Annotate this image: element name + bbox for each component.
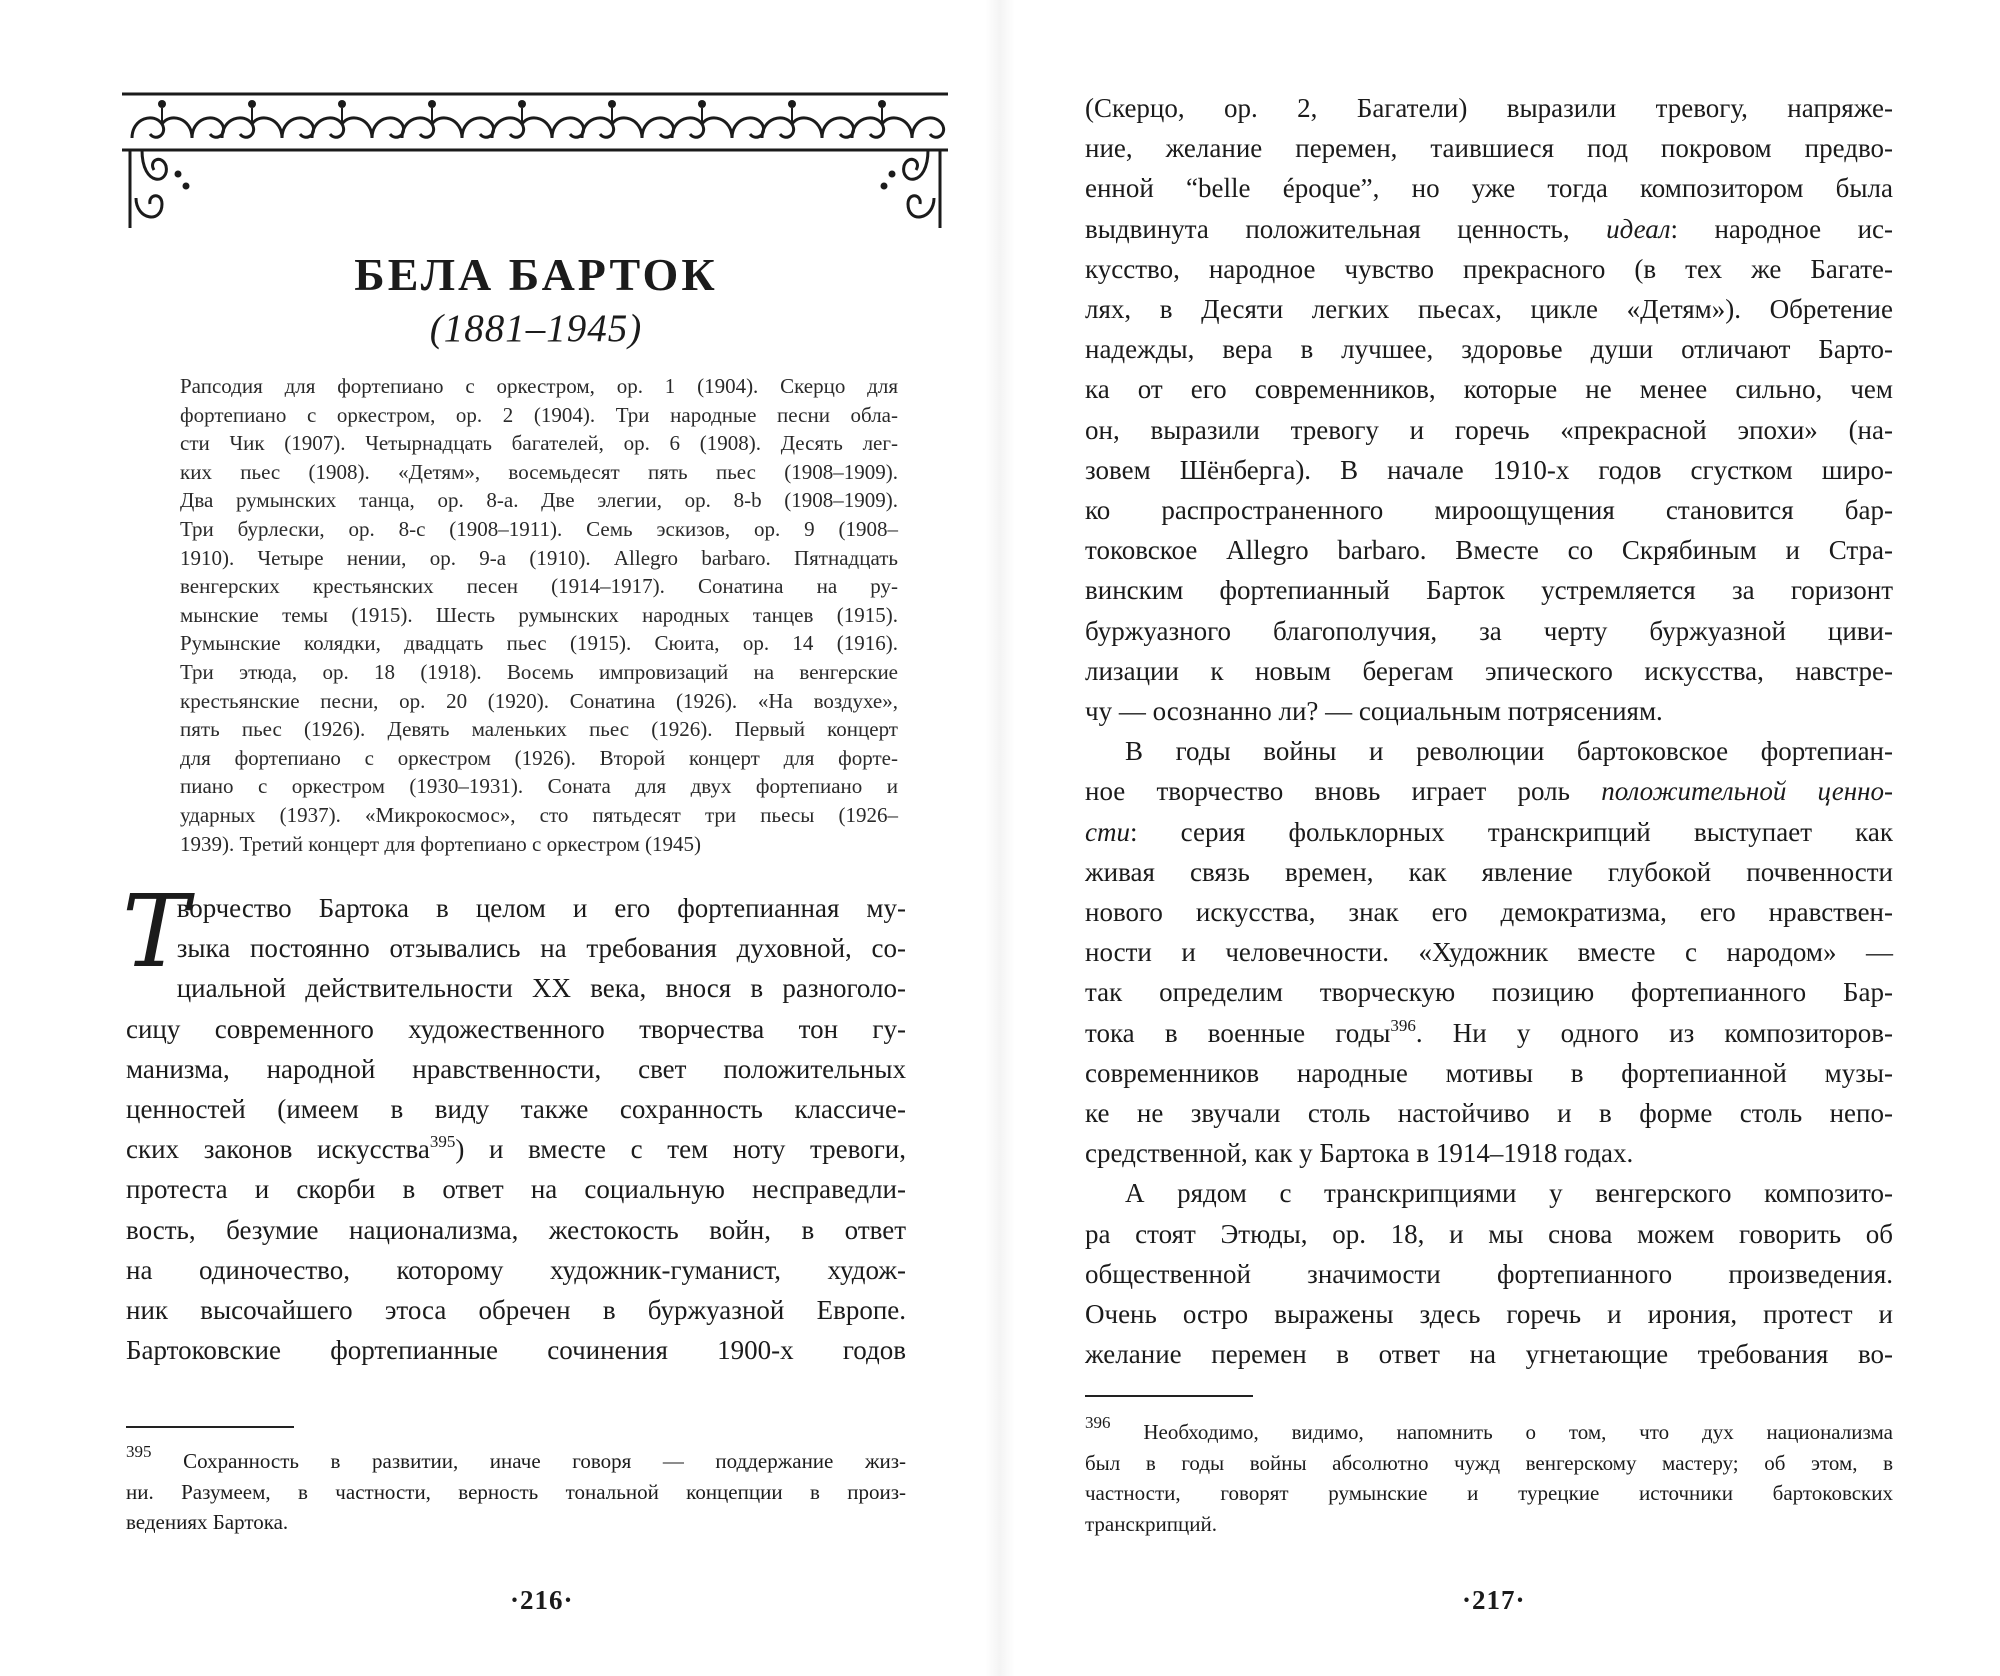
body-line: на одиночество, которому художник-гуманист, худож- bbox=[126, 1254, 906, 1285]
body-line: нового искусства, знак его демократизма, его нравствен- bbox=[1085, 897, 1893, 928]
body-line: сицу современного художественного творчества тон гу- bbox=[126, 1013, 906, 1044]
body-line: ворчество Бартока в целом и его фортепианная му- bbox=[176, 893, 906, 923]
body-text-fragment: выдвинута положительная ценность, bbox=[1085, 213, 1607, 244]
footnote-text: Сохранность в развитии, иначе говоря — поддержание жиз- bbox=[151, 1449, 906, 1473]
works-line: фортепиано с оркестром, ор. 2 (1904). Три народные песни обла- bbox=[180, 402, 898, 427]
body-text-fragment: ное творчество вновь играет роль bbox=[1085, 776, 1602, 807]
body-line: так определим творческую позицию фортепианного Бар- bbox=[1085, 977, 1893, 1008]
body-line: ка от его современников, которые не менее сильно, чем bbox=[1085, 374, 1893, 405]
footnote-divider bbox=[126, 1426, 294, 1428]
footnote-line: частности, говорят румынские и турецкие источники бартоковских bbox=[1085, 1481, 1893, 1505]
footnote-divider bbox=[1085, 1395, 1253, 1397]
body-line: ности и человечности. «Художник вместе с народом» — bbox=[1085, 937, 1893, 968]
footnote-number: 395 bbox=[126, 1442, 152, 1461]
chapter-title: БЕЛА БАРТОК bbox=[354, 249, 718, 300]
body-line bbox=[1085, 1013, 1893, 1053]
footnote-line: транскрипций. bbox=[1085, 1511, 1217, 1536]
body-line: протеста и скорби в ответ на социальную несправедли- bbox=[126, 1174, 906, 1205]
body-line: ко распространенного мироощущения становится бар- bbox=[1085, 495, 1893, 526]
works-line: мынские темы (1915). Шесть румынских народных танцев (1915). bbox=[180, 602, 898, 627]
body-line: Очень остро выражены здесь горечь и ирония, протест и bbox=[1085, 1299, 1893, 1330]
body-text-fragment: ских законов искусства bbox=[126, 1134, 430, 1165]
body-line: кусство, народное чувство прекрасного (в тех же Багате- bbox=[1085, 253, 1893, 284]
italic-term: идеал bbox=[1606, 213, 1671, 244]
body-line: лях, в Десяти легких пьесах, цикле «Детям»). Обретение bbox=[1085, 294, 1893, 325]
body-line: винским фортепианный Барток устремляется за горизонт bbox=[1085, 575, 1893, 606]
body-text-fragment: тока в военные годы bbox=[1085, 1017, 1391, 1048]
works-line: пиано с оркестром (1930–1931). Соната для двух фортепиано и bbox=[180, 774, 898, 799]
works-line: ударных (1937). «Микрокосмос», сто пятьдесят три пьесы (1926– bbox=[180, 802, 898, 827]
works-line: Три бурлески, ор. 8-с (1908–1911). Семь эскизов, ор. 9 (1908– bbox=[180, 516, 898, 541]
chapter-years: (1881–1945) bbox=[429, 307, 643, 350]
body-line bbox=[1085, 209, 1893, 249]
body-line: ник высочайшего этоса обречен в буржуазной Европе. bbox=[126, 1295, 906, 1326]
body-line: надежды, вера в лучшее, здоровье души отличают Барто- bbox=[1085, 334, 1893, 365]
body-text-fragment: . Ни у одного из композиторов- bbox=[1415, 1017, 1893, 1048]
body-line: манизма, народной нравственности, свет положительных bbox=[126, 1053, 906, 1084]
works-line: Рапсодия для фортепиано с оркестром, ор. 1 (1904). Скерцо для bbox=[180, 374, 898, 398]
italic-term: сти bbox=[1085, 816, 1130, 847]
body-line: (Скерцо, ор. 2, Багатели) выразили тревогу, напряже- bbox=[1085, 93, 1893, 123]
body-line bbox=[1085, 812, 1893, 852]
body-text-fragment: : народное ис- bbox=[1670, 213, 1893, 244]
body-line: А рядом с транскрипциями у венгерского композито- bbox=[1125, 1178, 1893, 1209]
footnote-ref-395[interactable]: 395 bbox=[429, 1132, 456, 1152]
footnote-ref-396[interactable]: 396 bbox=[1390, 1015, 1416, 1035]
body-line: средственной, как у Бартока в 1914–1918 годах. bbox=[1085, 1138, 1634, 1169]
body-line: зовем Шёнберга). В начале 1910-х годов сгустком широ- bbox=[1085, 454, 1893, 485]
body-line: Бартоковские фортепианные сочинения 1900-х годов bbox=[126, 1335, 906, 1366]
footnote-line: ведениях Бартока. bbox=[126, 1510, 289, 1534]
body-line bbox=[126, 1129, 906, 1169]
body-line: ние, желание перемен, таившиеся под покровом предво- bbox=[1085, 133, 1893, 164]
works-line: крестьянские песни, ор. 20 (1920). Сонатина (1926). «На воздухе», bbox=[180, 688, 898, 713]
body-text-left bbox=[122, 873, 906, 1370]
page-number: ·216· bbox=[510, 1585, 574, 1615]
body-line bbox=[1085, 771, 1893, 811]
works-line: сти Чик (1907). Четырнадцать багателей, ор. 6 (1908). Десять лег- bbox=[180, 431, 898, 456]
works-line: венгерских крестьянских песен (1914–1917). Сонатина на ру- bbox=[180, 574, 898, 599]
body-line: зыка постоянно отзывались на требования духовной, со- bbox=[176, 933, 906, 964]
footnote-line: ни. Разумеем, в частности, верность тональной концепции в произ- bbox=[126, 1479, 906, 1504]
works-line: Румынские колядки, двадцать пьес (1915). Сюита, ор. 14 (1916). bbox=[180, 631, 898, 656]
body-line: чу — осознанно ли? — социальным потрясениям. bbox=[1085, 696, 1663, 727]
footnotes-left bbox=[126, 1442, 906, 1538]
works-line: Два румынских танца, ор. 8-а. Две элегии, ор. 8-b (1908–1909). bbox=[180, 488, 898, 513]
works-line: 1939). Третий концерт для фортепиано с оркестром (1945) bbox=[180, 831, 701, 856]
body-text-right bbox=[1085, 88, 1893, 1375]
body-line: общественной значимости фортепианного произведения. bbox=[1085, 1258, 1893, 1289]
footnote-text: Необходимо, видимо, напомнить о том, что дух национализма bbox=[1110, 1420, 1893, 1444]
body-line: енной “belle époque”, но уже тогда композитором была bbox=[1085, 173, 1893, 204]
footnote-line bbox=[126, 1442, 906, 1477]
body-line: ра стоят Этюды, ор. 18, и мы снова можем говорить об bbox=[1085, 1218, 1893, 1249]
body-line: желание перемен в ответ на угнетающие требования во- bbox=[1085, 1339, 1893, 1370]
body-line: ке не звучали столь настойчиво и в форме столь непо- bbox=[1085, 1098, 1893, 1129]
body-line: вость, безумие национализма, жестокость войн, в ответ bbox=[126, 1214, 906, 1245]
footnote-line bbox=[1085, 1413, 1893, 1448]
works-line: ких пьес (1908). «Детям», восемьдесят пять пьес (1908–1909). bbox=[180, 459, 898, 484]
footnote-line: был в годы войны абсолютно чужд венгерскому мастеру; об этом, в bbox=[1085, 1450, 1893, 1475]
works-line: пять пьес (1926). Девять маленьких пьес (1926). Первый концерт bbox=[180, 717, 898, 742]
drop-cap: Т bbox=[122, 873, 175, 990]
body-line: циальной действительности XX века, внося в разноголо- bbox=[176, 973, 906, 1004]
works-line: Три этюда, ор. 18 (1918). Восемь импровизаций на венгерские bbox=[180, 659, 898, 684]
footnote-number: 396 bbox=[1085, 1413, 1111, 1432]
works-list bbox=[180, 372, 898, 858]
body-line: он, выразили тревогу и горечь «прекрасной эпохи» (на- bbox=[1085, 414, 1893, 445]
body-text-fragment: : серия фольклорных транскрипций выступает как bbox=[1129, 816, 1893, 847]
body-line: В годы войны и революции бартоковское фортепиан- bbox=[1125, 736, 1893, 767]
page-number: ·217· bbox=[1462, 1585, 1526, 1615]
body-line: буржуазного благополучия, за черту буржуазной циви- bbox=[1085, 615, 1893, 646]
ornament-header bbox=[122, 88, 948, 238]
body-line: лизации к новым берегам эпического искусства, навстре- bbox=[1085, 655, 1893, 686]
body-line: ценностей (имеем в виду также сохранность классиче- bbox=[126, 1094, 906, 1125]
body-line: живая связь времен, как явление глубокой почвенности bbox=[1085, 856, 1893, 887]
italic-term: положительной ценно- bbox=[1601, 776, 1893, 807]
body-line: токовское Allegro barbaro. Вместе со Скрябиным и Стра- bbox=[1085, 535, 1893, 566]
works-line: для фортепиано с оркестром (1926). Второй концерт для форте- bbox=[180, 745, 898, 770]
works-line: 1910). Четыре нении, ор. 9-а (1910). Allegro barbaro. Пятнадцать bbox=[180, 545, 898, 570]
body-line: современников народные мотивы в фортепианной музы- bbox=[1085, 1057, 1893, 1088]
footnotes-right bbox=[1085, 1413, 1893, 1539]
body-text-fragment: ) и вместе с тем ноту тревоги, bbox=[455, 1134, 906, 1165]
